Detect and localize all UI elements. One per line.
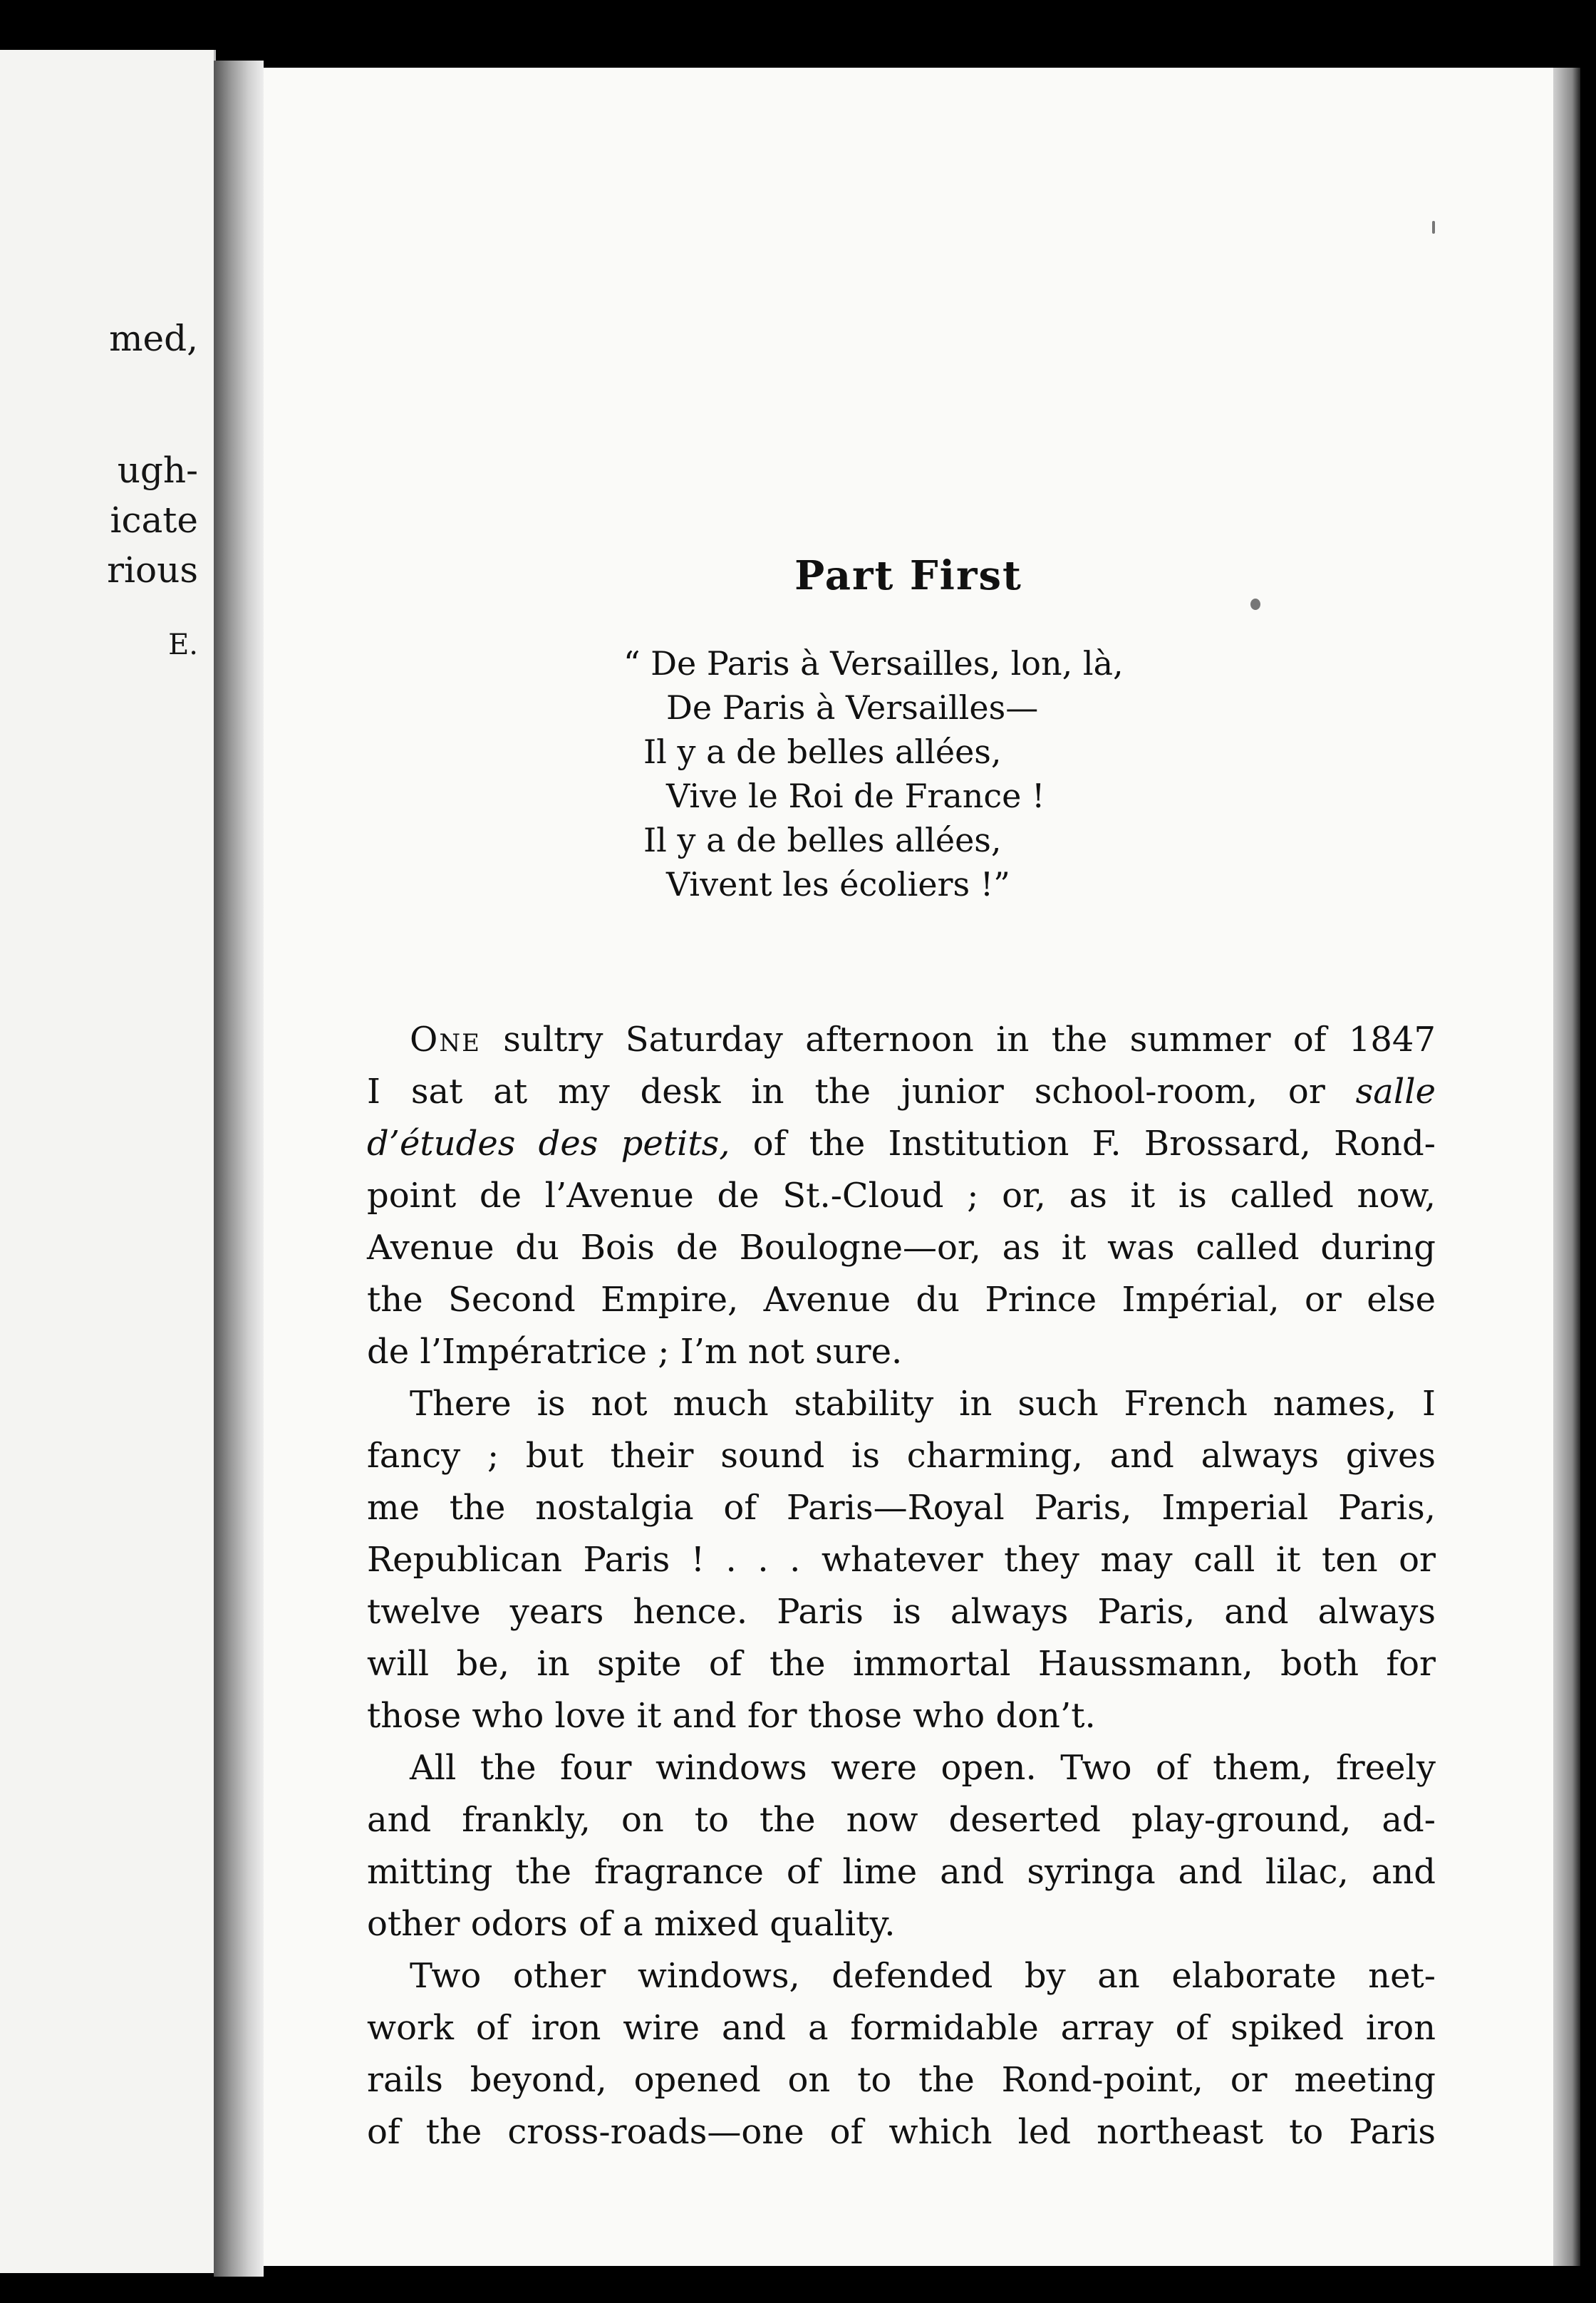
epigraph-verse xyxy=(623,641,1265,906)
text-line: rails beyond, opened on to the Rond-point, or meeting xyxy=(367,2060,1436,2100)
text-line: other odors of a mixed quality. xyxy=(367,1904,896,1944)
text-line: me the nostalgia of Paris—Royal Paris, Imperial Paris, xyxy=(367,1488,1436,1528)
text-line: point de l’Avenue de St.-Cloud ; or, as it is called now, xyxy=(367,1176,1436,1216)
text-line: the Second Empire, Avenue du Prince Impérial, or else xyxy=(367,1280,1436,1320)
book-gutter xyxy=(214,61,264,2277)
text-line: Two other windows, defended by an elaborate net- xyxy=(410,1956,1436,1996)
text-line: Republican Paris ! . . . whatever they may call it ten or xyxy=(367,1540,1436,1580)
text-line: twelve years hence. Paris is always Paris, and always xyxy=(367,1592,1436,1632)
verse-line: De Paris à Versailles— xyxy=(666,688,1039,727)
text-line: mitting the fragrance of lime and syringa and lilac, and xyxy=(367,1852,1436,1892)
left-fragment: med, xyxy=(109,318,198,359)
main-page xyxy=(264,68,1553,2266)
text-line: All the four windows were open. Two of them, freely xyxy=(410,1748,1436,1788)
text-line: of the cross-roads—one of which led northeast to Paris xyxy=(367,2112,1436,2152)
part-heading: Part First xyxy=(794,552,1022,599)
left-fragment: E. xyxy=(168,628,198,661)
text-line: I sat at my desk in the junior school-room, or salle xyxy=(367,1072,1436,1112)
text-line: fancy ; but their sound is charming, and always gives xyxy=(367,1436,1436,1476)
verse-line: Il y a de belles allées, xyxy=(643,733,1002,771)
text-line: de l’Impératrice ; I’m not sure. xyxy=(367,1332,903,1372)
text-line: those who love it and for those who don’t. xyxy=(367,1696,1096,1736)
page-edge-shadow xyxy=(1553,68,1580,2266)
drop-word: One xyxy=(410,1020,481,1060)
text-line: d’études des petits, of the Institution F. Brossard, Rond- xyxy=(367,1124,1436,1164)
left-fragment: rious xyxy=(107,549,198,591)
verse-line: “ De Paris à Versailles, lon, là, xyxy=(623,644,1124,683)
left-fragment: ugh- xyxy=(117,450,198,491)
scan-speck xyxy=(1250,599,1260,610)
verse-line: Il y a de belles allées, xyxy=(643,821,1002,859)
scan-speck xyxy=(1432,221,1435,234)
text-line: and frankly, on to the now deserted play-ground, ad- xyxy=(367,1800,1436,1840)
text-line: work of iron wire and a formidable array of spiked iron xyxy=(367,2008,1436,2048)
left-fragment: icate xyxy=(110,500,198,541)
verse-line: Vivent les écoliers !” xyxy=(666,865,1010,904)
text-line: One sultry Saturday afternoon in the summer of 1847 xyxy=(410,1020,1436,1060)
text-line: There is not much stability in such French names, I xyxy=(410,1384,1436,1424)
previous-page-sliver xyxy=(0,50,216,2273)
verse-line: Vive le Roi de France ! xyxy=(666,777,1045,815)
text-line: Avenue du Bois de Boulogne—or, as it was called during xyxy=(367,1228,1436,1268)
text-line: will be, in spite of the immortal Haussmann, both for xyxy=(367,1644,1436,1684)
body-text xyxy=(367,1014,1436,2158)
